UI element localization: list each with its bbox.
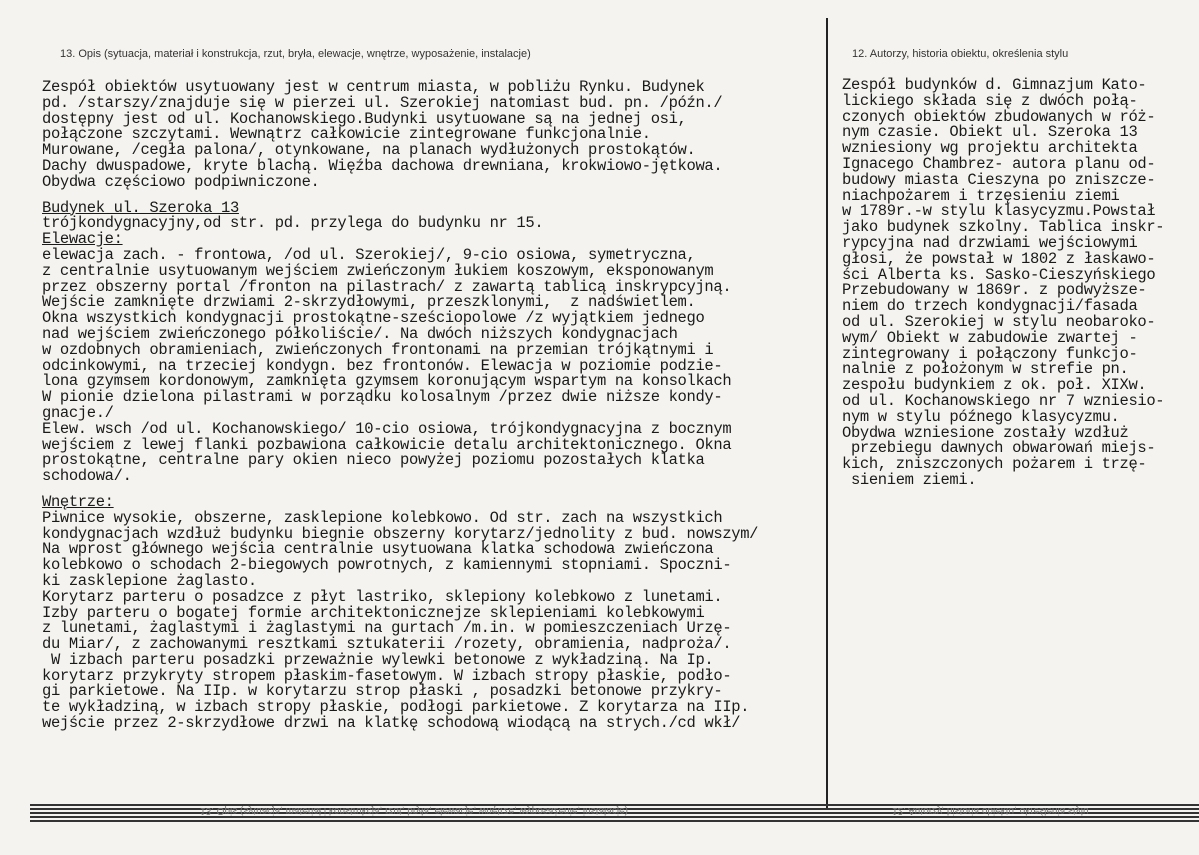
text-line: korytarz przykryty stropem płaskim-fasetowym. W izbach stropy płaskie, podło- [42,666,732,685]
text-line: Elewacje: [42,230,123,249]
text-line: niachpożarem i trzęsieniu ziemi [842,186,1120,205]
text-line: Przebudowany w 1869r. z podwyższe- [842,281,1147,300]
text-line: Budynek ul. Szeroka 13 [42,198,239,217]
text-line: wym/ Obiekt w zabudowie zwartej - [842,328,1138,347]
text-line: W izbach parteru posadzki przeważnie wylewki betonowe z wykładziną. Na Ip. [42,650,714,669]
text-line: z lunetami, żaglastymi i żaglastymi na gurtach /m.in. w pomieszczeniach Urzę- [42,619,732,638]
text-line: przebiegu dawnych obwarowań miejs- [842,439,1156,458]
text-line: odcinkowymi, na trzeciej kondygn. bez frontonów. Elewacja w poziomie podzie- [42,356,723,375]
text-line: elewacja zach. - frontowa, /od ul. Szerokiej/, 9-cio osiowa, symetryczna, [42,245,696,264]
text-line: przez obszerny portal /fronton na pilastrach/ z zawartą tablicą inskrypcyjną. [42,277,732,296]
text-line: budowy miasta Cieszyna po zniszcze- [842,170,1156,189]
text-line: Okna wszystkich kondygnacji prostokątne-sześciopolowe /z wyjątkiem jednego [42,309,705,328]
text-line: połączone szczytami. Wewnątrz całkowicie zintegrowane funkcjonalnie. [42,125,651,144]
text-line: ki zasklepione żaglasto. [42,571,257,590]
text-line: kondygnacjach wzdłuż budynku biegnie obszerny korytarz/jednolity z bud. nowszym/ [42,524,759,543]
text-line: trójkondygnacyjny,od str. pd. przylega do budynku nr 15. [42,214,544,233]
text-line: w 1789r.-w stylu klasycyzmu.Powstał [842,202,1156,221]
text-line [42,485,832,495]
text-line: W pionie dzielona pilastrami w porządku kolosalnym /przez dwie niższe kondy- [42,388,723,407]
footer-rules [30,802,1199,826]
text-line: Zespół budynków d. Gimnazjum Kato- [842,76,1147,94]
text-line: Elew. wsch /od ul. Kochanowskiego/ 10-cio osiowa, trójkondygnacyjna z bocznym [42,419,732,438]
text-line: zespołu budynkiem z ok. poł. XIXw. [842,376,1147,395]
text-line: wejściem z lewej flanki pozbawiona całkowicie detalu architektonicznego. Okna [42,435,732,454]
text-line: jako budynek szkolny. Tablica inskr- [842,218,1165,237]
history-column [842,78,1192,489]
text-line: Izby parteru o bogatej formie architektonicznejze sklepieniami kolebkowymi [42,603,705,622]
text-line: Dachy dwuspadowe, kryte blachą. Więźba dachowa drewniana, krokwiowo-jętkowa. [42,156,723,175]
text-line: nym czasie. Obiekt ul. Szeroka 13 [842,123,1138,142]
footer-mirrored-text-left: 13. Opis (sytuacja, materiał i konstrukcja, rzut, bryła, elewacje, wnętrze, wyposażenie, instalacje) [200,805,628,816]
text-line: nad wejściem zwieńczonego półkoliście/. Na dwóch niższych kondygnacjach [42,324,678,343]
text-line: Korytarz parteru o posadzce z płyt lastriko, sklepiony kolebkowo z lunetami. [42,587,723,606]
text-line: Zespół obiektów usytuowany jest w centrum miasta, w pobliżu Rynku. Budynek [42,78,705,96]
section-13-header: 13. Opis (sytuacja, materiał i konstrukcja, rzut, bryła, elewacje, wnętrze, wyposażenie, instalacje) [60,48,531,60]
text-line: głosi, że powstał w 1802 z łaskawo- [842,249,1156,268]
text-line: nym w stylu późnego klasycyzmu. [842,407,1120,426]
text-line: te wykładziną, w izbach stropy płaskie, podłogi parkietowe. Z korytarza na IIp. [42,698,750,717]
text-line: rypcyjna nad drzwiami wejściowymi [842,233,1138,252]
text-line: lickiego składa się z dwóch połą- [842,91,1138,110]
text-line: Obydwa częściowo podpiwniczone. [42,172,320,191]
text-line: Wejście zamknięte drzwiami 2-skrzydłowymi, przeszklonymi, z nadświetlem. [42,293,696,312]
text-line: lona gzymsem kordonowym, zamknięta gzymsem koronującym wspartym na konsolkach [42,372,732,391]
text-line: dostępny jest od ul. Kochanowskiego.Budynki usytuowane są na jednej osi, [42,109,687,128]
text-line: od ul. Kochanowskiego nr 7 wzniesio- [842,391,1165,410]
text-line: wzniesiony wg projektu architekta [842,139,1138,158]
description-column [42,80,832,732]
footer-mirrored-text-right: 12. Autorzy, historia obiektu, określenia stylu [892,805,1089,816]
text-line: w ozdobnych obramieniach, zwieńczonych frontonami na przemian trójkątnymi i [42,340,714,359]
text-line: Obydwa wzniesione zostały wzdłuż [842,423,1129,442]
text-line: niem do trzech kondygnacji/fasada [842,297,1138,316]
text-line: gnacje./ [42,403,114,422]
text-line: schodowa/. [42,467,132,486]
text-line: nalnie z położonym w strefie pn. [842,360,1129,379]
text-line: czonych obiektów zbudowanych w róż- [842,107,1156,126]
text-line: prostokątne, centralne pary okien nieco powyżej poziomu pozostałych klatka [42,451,705,470]
text-line: kich, zniszczonych pożarem i trzę- [842,455,1147,474]
text-line: Murowane, /cegła palona/, otynkowane, na planach wydłużonych prostokątów. [42,141,696,160]
text-line: Wnętrze: [42,492,114,511]
section-12-header: 12. Autorzy, historia obiektu, określenia stylu [852,48,1069,60]
text-line: pd. /starszy/znajduje się w pierzei ul. Szerokiej natomiast bud. pn. /późn./ [42,93,723,112]
text-line: ści Alberta ks. Sasko-Cieszyńskiego [842,265,1156,284]
text-line: z centralnie usytuowanym wejściem zwieńczonym łukiem koszowym, eksponowanym [42,261,714,280]
text-line: gi parkietowe. Na IIp. w korytarzu strop płaski , posadzki betonowe przykry- [42,682,723,701]
text-line: Na wprost głównego wejścia centralnie usytuowana klatka schodowa zwieńczona [42,540,714,559]
text-line: od ul. Szerokiej w stylu neobaroko- [842,312,1156,331]
text-line: wejście przez 2-skrzydłowe drzwi na klatkę schodową wiodącą na strych./cd wkł/ [42,714,741,733]
text-line: kolebkowo o schodach 2-biegowych powrotnych, z kamiennymi stopniami. Spoczni- [42,556,732,575]
text-line: Piwnice wysokie, obszerne, zasklepione kolebkowo. Od str. zach na wszystkich [42,508,723,527]
text-line: sieniem ziemi. [842,470,977,489]
text-line: du Miar/, z zachowanymi resztkami sztukaterii /rozety, obramienia, nadproża/. [42,635,732,654]
text-line: Ignacego Chambrez- autora planu od- [842,154,1156,173]
text-line: zintegrowany i połączony funkcjo- [842,344,1138,363]
